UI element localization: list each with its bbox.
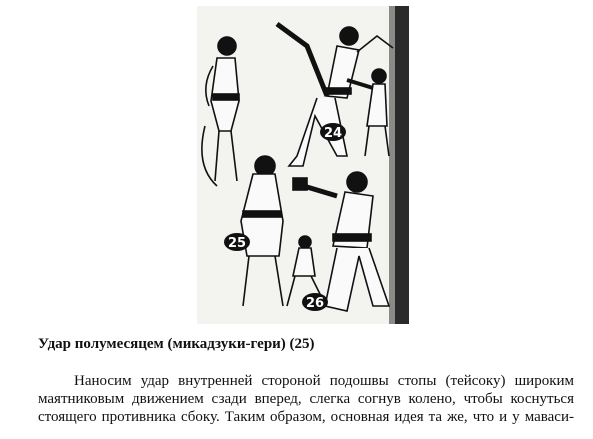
paragraph-line-1: Наносим удар внутренней стороной подошвы стопы (тейсоку) широким (74, 373, 574, 389)
paragraph-line-2: маятниковым движением сзади вперед, слегка согнув колено, чтобы коснуться (38, 391, 574, 407)
defender-25-belt (243, 211, 281, 217)
karate-kick-illustration (197, 6, 409, 324)
kicking-foot (293, 178, 307, 190)
attacker-25-hakama (325, 248, 389, 311)
figure-24-group (202, 24, 393, 186)
third-figure-body (367, 84, 387, 126)
body-paragraph (38, 372, 574, 426)
book-binding-shadow (395, 6, 409, 324)
attacker-arm (357, 36, 393, 52)
third-figure-legs (365, 126, 389, 156)
label-24-badge (320, 123, 346, 141)
defender-25-legs (243, 256, 283, 306)
paragraph-line-3: стоящего противника сбоку. Таким образом, основная идея та же, что и у маваси- (38, 409, 574, 425)
attacker-head (340, 27, 358, 45)
illustration-svg (197, 6, 409, 324)
section-heading: Удар полумесяцем (микадзуки-гери) (25) (38, 336, 315, 352)
label-26-badge (302, 293, 328, 311)
attacker-kicking-leg (277, 24, 327, 96)
label-24: 24 (323, 126, 343, 141)
defender-belt (213, 94, 239, 100)
third-figure-head (372, 69, 386, 83)
attacker-belt (325, 88, 351, 94)
attacker-25-head (347, 172, 367, 192)
small-figure-body (293, 248, 315, 276)
small-figure-head (299, 236, 311, 248)
attacker-25-belt (333, 234, 371, 241)
label-25: 25 (227, 236, 247, 251)
defender-head (218, 37, 236, 55)
label-26: 26 (305, 296, 325, 311)
figure-25-group (241, 156, 389, 311)
defender-legs (215, 131, 237, 181)
label-25-badge (224, 233, 250, 251)
book-binding-gradient (389, 6, 395, 324)
defender-25-head (255, 156, 275, 176)
